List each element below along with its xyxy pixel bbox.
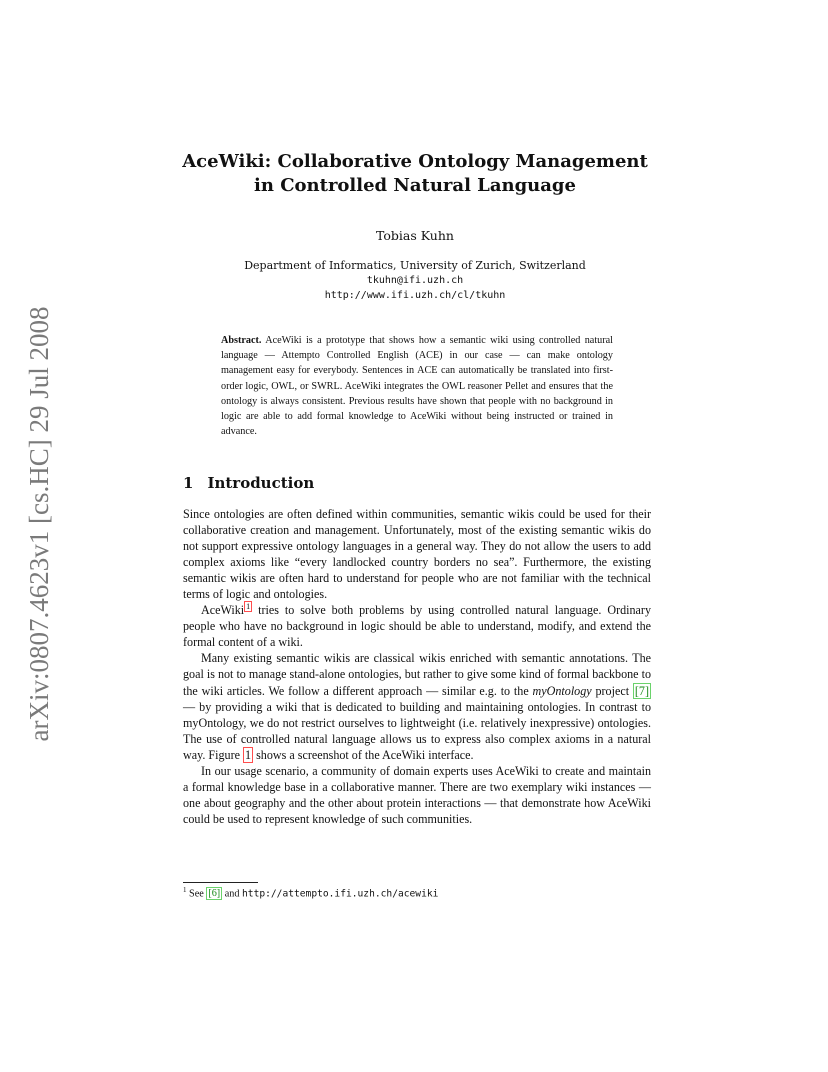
abstract-text: AceWiki is a prototype that shows how a semantic wiki using controlled natural language — Attempto Controlled English (ACE) in our case — can make ontology management easy for everybody. Sentences in ACE can automatically be translated into first-order logic, OWL, or SWRL. AceWiki integrates the OWL reasoner Pellet and ensures that the ontology is always consistent. Previous results have shown that people with no background in logic are able to add formal knowledge to AceWiki without being instructed or trained in advance. xyxy=(221,335,613,438)
section-heading xyxy=(183,474,314,492)
arxiv-identifier xyxy=(22,300,56,748)
citation-link-6[interactable]: [6] xyxy=(208,888,221,900)
citation-link-7[interactable]: [7] xyxy=(634,683,649,698)
paragraph-2-text: tries to solve both problems by using controlled natural language. Ordinary people who have no background in logic should be able to understand, modify, and extend the formal content of a wiki. xyxy=(183,603,651,650)
acewiki-word: AceWiki xyxy=(201,603,245,618)
title-line-2: in Controlled Natural Language xyxy=(254,175,576,196)
abstract xyxy=(221,333,613,439)
body-text xyxy=(183,506,651,827)
footnote-mark: 1 xyxy=(183,886,187,894)
arxiv-identifier-text: arXiv:0807.4623v1 [cs.HC] 29 Jul 2008 xyxy=(24,306,54,742)
footnote xyxy=(183,886,653,899)
section-number: 1 xyxy=(183,474,194,492)
title-line-1: AceWiki: Collaborative Ontology Management xyxy=(182,151,648,172)
paragraph-3-text-a: Many existing semantic wikis are classical wikis enriched with semantic annotations. The goal is not to manage stand-alone ontologies, but rather to give some kind of formal backbone to the wiki articles. We follow a different approach — similar e.g. to the xyxy=(183,651,651,698)
paragraph-4: In our usage scenario, a community of domain experts uses AceWiki to create and maintain a formal knowledge base in a collaborative manner. There are two exemplary wiki instances — one about geography and the other about protein interactions — that demonstrate how AceWiki could be used to represent knowledge of such communities. xyxy=(183,763,651,826)
paragraph-1: Since ontologies are often defined within communities, semantic wikis could be used for their collaborative creation and management. Unfortunately, most of the existing semantic wikis do not support expressive ontology languages in a general way. They do not allow the users to add complex axioms like “every landlocked country borders no sea”. Furthermore, the existing semantic wikis are often hard to understand for people who are not familiar with the technical terms of logic and ontologies. xyxy=(183,507,651,602)
affiliation: Department of Informatics, University of Zurich, Switzerland xyxy=(244,259,586,272)
author-email[interactable]: tkuhn@ifi.uzh.ch xyxy=(366,275,464,286)
footnote-rule xyxy=(183,882,258,883)
author-homepage[interactable]: http://www.ifi.uzh.ch/cl/tkuhn xyxy=(324,290,506,301)
affiliation-block xyxy=(150,258,680,303)
footnote-and: and xyxy=(222,888,243,900)
footnote-link[interactable]: 1 xyxy=(246,602,251,612)
paragraph-3-text-d: shows a screenshot of the AceWiki interface. xyxy=(253,747,474,762)
footnote-url[interactable]: http://attempto.ifi.uzh.ch/acewiki xyxy=(242,888,439,900)
footnote-see: See xyxy=(189,888,207,900)
paragraph-2 xyxy=(183,602,651,650)
myontology-emphasis: myOntology xyxy=(532,683,592,698)
paper-title xyxy=(150,150,680,198)
abstract-label: Abstract. xyxy=(221,335,262,346)
author-name: Tobias Kuhn xyxy=(376,228,454,243)
paragraph-3-text-b: project xyxy=(591,683,633,698)
paragraph-3-text-c: — by providing a wiki that is dedicated to building and maintaining ontologies. In contrast to myOntology, we do not restrict ourselves to lightweight (i.e. relatively inexpressive) ontologies. The use of controlled natural language allows us to express also complex axioms in a natural way. Figure xyxy=(183,699,651,762)
section-title: Introduction xyxy=(207,474,315,492)
figure-link-1[interactable]: 1 xyxy=(245,747,252,762)
paragraph-3 xyxy=(183,650,651,762)
